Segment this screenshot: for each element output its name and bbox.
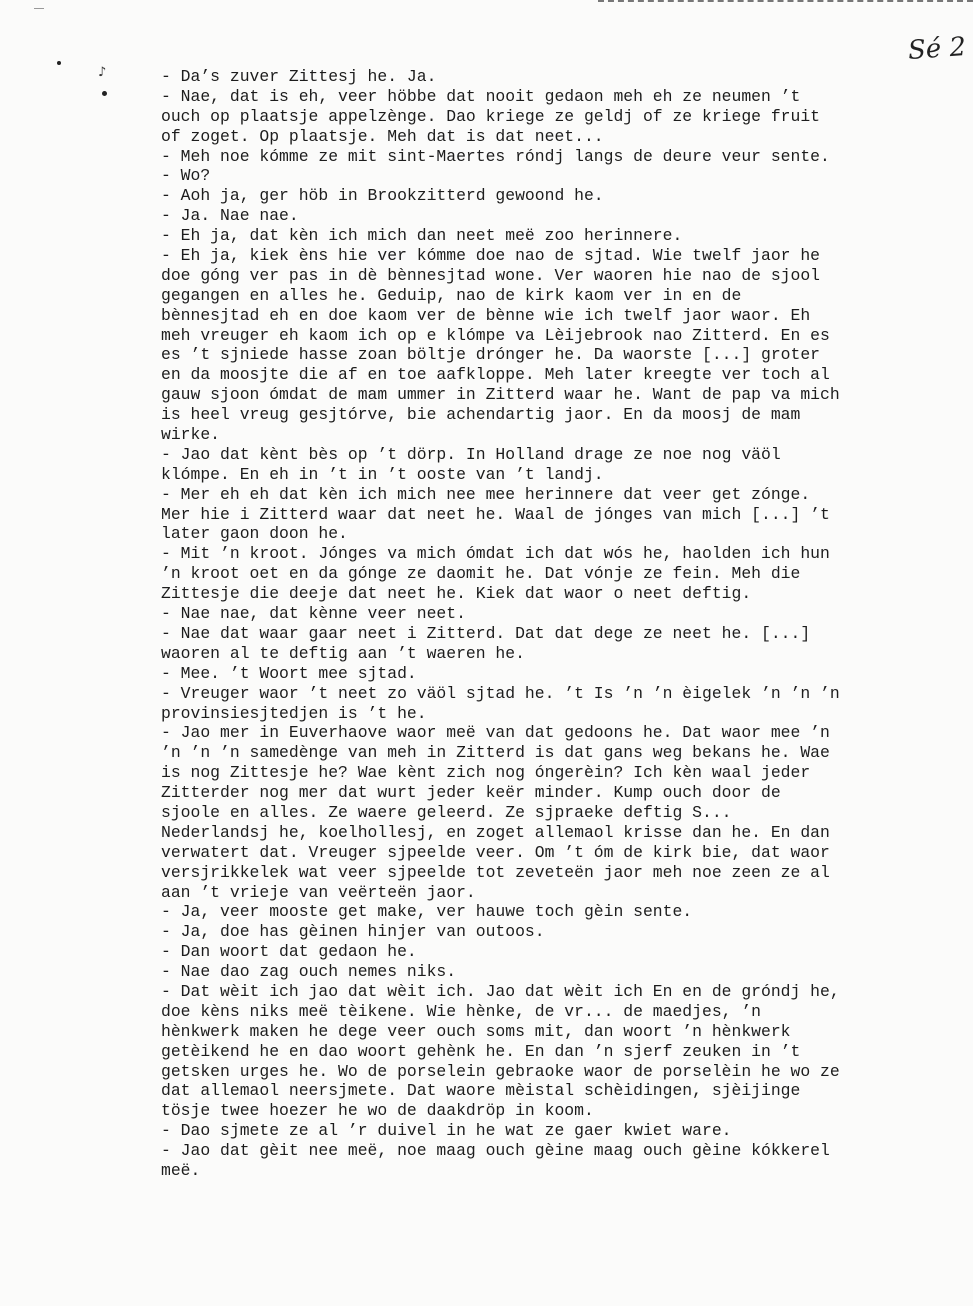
- transcript-line: later gaon doon he.: [161, 524, 348, 544]
- transcript-line: Zitterder nog mer dat wurt jeder keër minder. Kump ouch door de: [161, 783, 781, 803]
- transcript-line: doe góng ver pas in dè bènnesjtad wone. Ver waoren hie nao de sjool: [161, 265, 821, 285]
- transcript-line: aan ’t vrieje van veërteën jaor.: [161, 882, 476, 902]
- transcript-line: meh vreuger eh kaom ich op e klómpe va Lèijebrook nao Zitterd. En es: [161, 325, 830, 345]
- transcript-line: - Da’s zuver Zittesj he. Ja.: [161, 67, 437, 86]
- transcript-line: - Eh ja, dat kèn ich mich dan neet meë zoo herinnere.: [161, 226, 683, 246]
- transcript-line: - Nae, dat is eh, veer höbbe dat nooit gedaon meh eh ze neumen ’t: [161, 86, 801, 106]
- transcript-line: - Dan woort dat gedaon he.: [161, 942, 417, 962]
- transcript-line: getsken urges he. Wo de porselein gebraoke waor de porselèin he wo ze: [161, 1061, 840, 1081]
- transcript-line: - Mer eh eh dat kèn ich mich nee mee herinnere dat veer get zónge.: [161, 484, 811, 504]
- margin-dot: [57, 61, 61, 65]
- transcript-line: of zoget. Op plaatsje. Meh dat is dat neet...: [161, 126, 604, 146]
- transcript-line: tösje twee hoezer he wo de daakdröp in koom.: [161, 1101, 594, 1121]
- transcript-line: - Dat wèit ich jao dat wèit ich. Jao dat wèit ich En en de gróndj he,: [161, 981, 840, 1001]
- transcript-line: - Meh noe kómme ze mit sint-Maertes róndj langs de deure veur sente.: [161, 146, 830, 166]
- transcript-line: sjoole en alles. Ze waere geleerd. Ze sjpraeke deftig S...: [161, 802, 732, 822]
- handwritten-page-number: Sé 2: [907, 32, 967, 66]
- transcript-line: ’n ’n ’n samedènge van meh in Zitterd is dat gans weg bekans he. Wae: [161, 743, 830, 763]
- transcript-line: gauw sjoon ómdat de mam ummer in Zitterd waar he. Want de pap va mich: [161, 385, 840, 405]
- transcript-line: Mer hie i Zitterd waar dat neet he. Waal de jónges van mich [...] ’t: [161, 504, 830, 524]
- transcript-line: getèikend he en dao woort gehènk he. En dan ’n sjerf zeuken in ’t: [161, 1041, 801, 1061]
- transcript-line: es ’t sjniede hasse zoan böltje drónger he. Da waorste [...] groter: [161, 345, 821, 365]
- transcript-line: - Aoh ja, ger höb in Brookzitterd gewoond he.: [161, 186, 604, 206]
- margin-bullet: [102, 91, 107, 96]
- transcript-line: - Ja. Nae nae.: [161, 206, 299, 226]
- transcript-line: - Nae dao zag ouch nemes niks.: [161, 962, 457, 982]
- scan-edge-line: [598, 0, 973, 2]
- scan-tick-mark: [34, 8, 44, 9]
- transcript-line: - Jao mer in Euverhaove waor meë van dat gedoons he. Dat waor mee ’n: [161, 723, 830, 743]
- transcript-line: is nog Zittesje he? Wae kènt zich nog óngerèin? Ich kèn waal jeder: [161, 763, 811, 783]
- transcript-line: klómpe. En eh in ’t in ’t ooste van ’t landj.: [161, 464, 604, 484]
- transcript-line: - Mee. ’t Woort mee sjtad.: [161, 663, 417, 683]
- transcript-line: doe kèns niks meë tèikene. Wie hènke, de vr... de maedjes, ’n: [161, 1001, 761, 1021]
- transcript-line: Nederlandsj he, koelhollesj, en zoget allemaol krisse dan he. En dan: [161, 822, 830, 842]
- transcript-line: - Jao dat gèit nee meë, noe maag ouch gèine maag ouch gèine kókkerel: [161, 1141, 830, 1161]
- transcript-line: - Dao sjmete ze al ’r duivel in he wat ze gaer kwiet ware.: [161, 1121, 732, 1141]
- transcript-line: is heel vreug gesjtórve, bie achendartig jaor. En da moosj de mam: [161, 405, 801, 425]
- transcript-line: hènkwerk maken he dege veer ouch soms mit, dan woort ’n hènkwerk: [161, 1021, 791, 1041]
- transcript-line: - Wo?: [161, 166, 211, 186]
- transcript-line: waoren al te deftig aan ’t waeren he.: [161, 643, 525, 663]
- transcript-line: en da moosjte die af en toe aafkloppe. Meh later kreegte ver toch al: [161, 365, 830, 385]
- transcript-line: verwatert dat. Vreuger sjpeelde veer. Om ’t óm de kirk bie, dat waor: [161, 842, 830, 862]
- transcript-line: - Jao dat kènt bès op ’t dörp. In Holland drage ze noe nog väöl: [161, 444, 781, 464]
- transcript-line: - Nae dat waar gaar neet i Zitterd. Dat dat dege ze neet he. [...]: [161, 623, 811, 643]
- transcript-line: dat allemaol neersjmete. Dat waore mèistal schèidingen, sjèijinge: [161, 1081, 801, 1101]
- transcript-line: ’n kroot oet en da gónge ze daomit he. Dat vónje ze fein. Meh die: [161, 564, 801, 584]
- transcript-line: - Vreuger waor ’t neet zo väöl sjtad he. ’t Is ’n ’n èigelek ’n ’n ’n: [161, 683, 840, 703]
- transcript-line: gegangen en alles he. Geduip, nao de kirk kaom ver in en de: [161, 285, 742, 305]
- transcript-line: provinsiesjtedjen is ’t he.: [161, 703, 427, 723]
- transcript-line: - Eh ja, kiek èns hie ver kómme doe nao de sjtad. Wie twelf jaor he: [161, 246, 821, 266]
- transcript-line: - Ja, veer mooste get make, ver hauwe toch gèin sente.: [161, 902, 693, 922]
- transcript-body: [161, 67, 966, 1181]
- transcript-line: - Nae nae, dat kènne veer neet.: [161, 604, 466, 624]
- transcript-line: Zittesje die deeje dat neet he. Kiek dat waor o neet deftig.: [161, 584, 752, 604]
- transcript-line: - Mit ’n kroot. Jónges va mich ómdat ich dat wós he, haolden ich hun: [161, 544, 830, 564]
- transcript-line: ouch op plaatsje appelzènge. Dao kriege ze geldj of ze kriege fruit: [161, 106, 821, 126]
- transcript-line: meë.: [161, 1160, 201, 1180]
- transcript-line: bènnesjtad eh en doe kaom ver de bènne wie ich twelf jaor waor. Eh: [161, 305, 811, 325]
- transcript-line: - Ja, doe has gèinen hinjer van outoos.: [161, 922, 545, 942]
- transcript-line: wirke.: [161, 425, 221, 445]
- transcript-line: versjrikkelek wat veer sjpeelde tot zeveteën jaor meh noe zeen ze al: [161, 862, 830, 882]
- margin-mark: ♪: [98, 65, 107, 80]
